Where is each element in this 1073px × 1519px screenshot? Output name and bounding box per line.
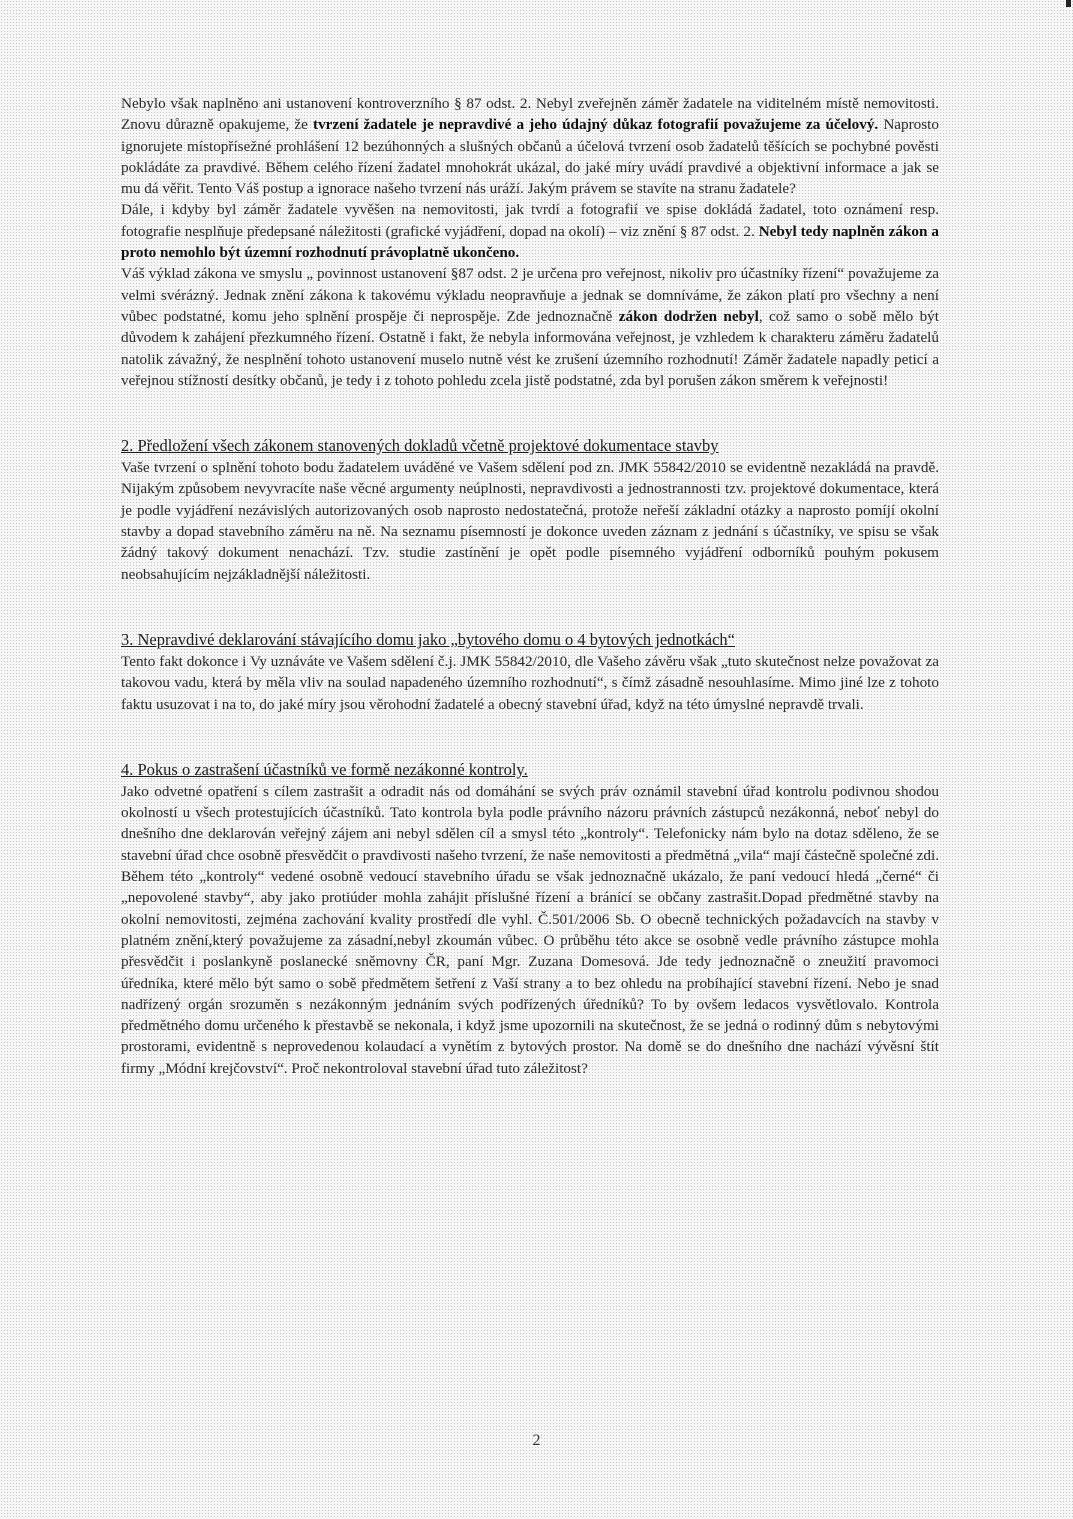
section-body: Jako odvetné opatření s cílem zastrašit a odradit nás od domáhání se svých práv oznámil stavební úřad kontrolu podivnou shodou okolností u všech protestujících účastníků. Tato kontrola byla podle právního názoru právních zástupců nezákonná, neboť nebyl do dnešního dne deklarován veřejný zájem ani nebyl sdělen cíl a smysl této „kontroly“. Telefonicky nám bylo na dotaz sděleno, že se stavební úřad chce osobně přesvědčit o pravdivosti našeho tvrzení, že naše nemovitosti a předmětná „vila“ mají částečně společné zdi. Během této „kontroly“ vedené osobně vedoucí stavebního úřadu se však jednoznačně ukázalo, že paní vedoucí hledá „černé“ či „nepovolené stavby“, aby jako protiúder mohla zahájit příslušné řízení a bránící se občany zastrašit.Dopad předmětné stavby na okolní nemovitosti, zejména zachování kvality prostředí dle vyhl. Č.501/2006 Sb. O obecně technických požadavcích na stavby v platném znění,který považujeme za zásadní,nebyl zkoumán vůbec. O průběhu této akce se osobně vedle právního zástupce mohla přesvědčit i poslankyně poslanecké sněmovny ČR, paní Mgr. Zuzana Domesová. Jde tedy jednoznačně o zneužití pravomoci úředníka, které mělo být samo o sobě předmětem šetření z Vaší strany a to bez ohledu na probíhající stavební řízení. Nebo je snad nadřízený orgán srozuměn s nezákonným jednáním svých podřízených úředníků? To by ovšem ledacos vysvětlovalo. Kontrola předmětného domu určeného k přestavbě se nekonala, i když jsme upozornili na skutečnost, že se jedná o rodinný dům s nebytovými prostorami, evidentně s neprovedenou kolaudací a vynětím z bytových prostor. Na domě se do dnešního dne nachází vývěsní štít firmy „Módní krejčovství“. Proč nekontroloval stavební úřad tuto záležitost? [121, 782, 939, 1077]
section-3 [121, 629, 939, 715]
paragraph-notice-requirements: Dále, i kdyby byl záměr žadatele vyvěšen na nemovitosti, jak tvrdí a fotografií ve spise dokládá žadatel, toto oznámení resp. fotografie nesplňuje předepsané náležitosti (grafické vyjádření, dopad na okolí) – viz znění § 87 odst. 2. Nebyl tedy naplněn zákon a proto nemohlo být územní rozhodnutí právoplatně ukončeno. [121, 201, 939, 262]
section-heading: 3. Nepravdivé deklarování stávajícího domu jako „bytového domu o 4 bytových jednotkách“ [121, 629, 736, 649]
section-body: Tento fakt dokonce i Vy uznáváte ve Vašem sdělení č.j. JMK 55842/2010, dle Vašeho závěru však „tuto skutečnost nelze považovat za takovou vadu, která by měla vliv na soulad napadeného územního rozhodnutí“, s čímž zásadně nesouhlasíme. Mimo jiné lze z tohoto faktu usuzovat i na to, do jaké míry jsou věrohodní žadatelé a obecný stavební úřad, když na této úmyslné nepravdě trvali. [121, 652, 939, 713]
paragraph-public-notice: Nebylo však naplněno ani ustanovení kontroverzního § 87 odst. 2. Nebyl zveřejněn záměr žadatele na viditelném místě nemovitosti. Znovu důrazně opakujeme, že tvrzení žadatele je nepravdivé a jeho údajný důkaz fotografií považujeme za účelový. Naprosto ignorujete místopřísežné prohlášení 12 bezúhonných a slušných občanů a účelová tvrzení osob žadatelů těšících se pochybné pověsti pokládáte za pravdivé. Během celého řízení žadatel mnohokrát ukázal, do jaké míry uvádí pravdivé a objektivní informace a jak se mu dá věřit. Tento Váš postup a ignorace našeho tvrzení nás uráží. Jakým právem se stavíte na stranu žadatele? [121, 95, 939, 198]
bold-statement: Nebyl tedy naplněn zákon a proto nemohlo být územní rozhodnutí právoplatně ukončeno. [121, 222, 939, 262]
bold-statement: tvrzení žadatele je nepravdivé a jeho údajný důkaz fotografií považujeme za účelový. [313, 116, 879, 134]
section-heading: 2. Předložení všech zákonem stanovených dokladů včetně projektové dokumentace stavby [121, 436, 719, 456]
paragraph-law-interpretation: Váš výklad zákona ve smyslu „ povinnost ustanovení §87 odst. 2 je určena pro veřejnost, nikoliv pro účastníky řízení“ považujeme za velmi svérázný. Jednak znění zákona k takovému výkladu neopravňuje a jednak se domníváme, že zákon platí pro všechny a není vůbec podstatné, komu jeho splnění prospěje či neprospěje. Zde jednoznačně zákon dodržen nebyl, což samo o sobě mělo být důvodem k zahájení přezkumného řízení. Ostatně i fakt, že nebyla informována veřejnost, je vzhledem k charakteru záměru žadatelů natolik závažný, že nesplnění tohoto ustanovení muselo nutně vést ke zrušení územního rozhodnutí! Záměr žadatele napadly peticí a veřejnou stížností desítky občanů, je tedy i z tohoto pohledu zcela jistě podstatné, zda byl porušen zákon směrem k veřejnosti! [121, 265, 939, 389]
section-4 [121, 759, 939, 1079]
page-number: 2 [532, 1432, 541, 1449]
section-heading: 4. Pokus o zastrašení účastníků ve formě nezákonné kontroly. [121, 759, 528, 779]
document-body [121, 93, 939, 1079]
section-body: Vaše tvrzení o splnění tohoto bodu žadatelem uváděné ve Vašem sdělení pod zn. JMK 55842/2010 se evidentně nezakládá na pravdě. Nijakým způsobem nevyvracíte naše věcné argumenty neúplnosti, nepravdivosti a jednostrannosti tzv. projektové dokumentace, která je podle vyjádření nezávislých autorizovaných osob naprosto nedostatečná, protože neřeší základní otázky a naprosto pomíjí okolní stavby a dopad stavebního záměru na ně. Na seznamu písemností je dokonce uveden záznam z jednání s účastníky, ve spisu se však žádný takový dokument nenachází. Tzv. studie zastínění je opět podle písemného vyjádření odborníků pouhým pokusem neobsahujícím nejzákladnější náležitosti. [121, 459, 939, 583]
scan-corner-mark [1066, 0, 1071, 7]
bold-statement: zákon dodržen nebyl [618, 307, 759, 325]
section-2 [121, 435, 939, 585]
